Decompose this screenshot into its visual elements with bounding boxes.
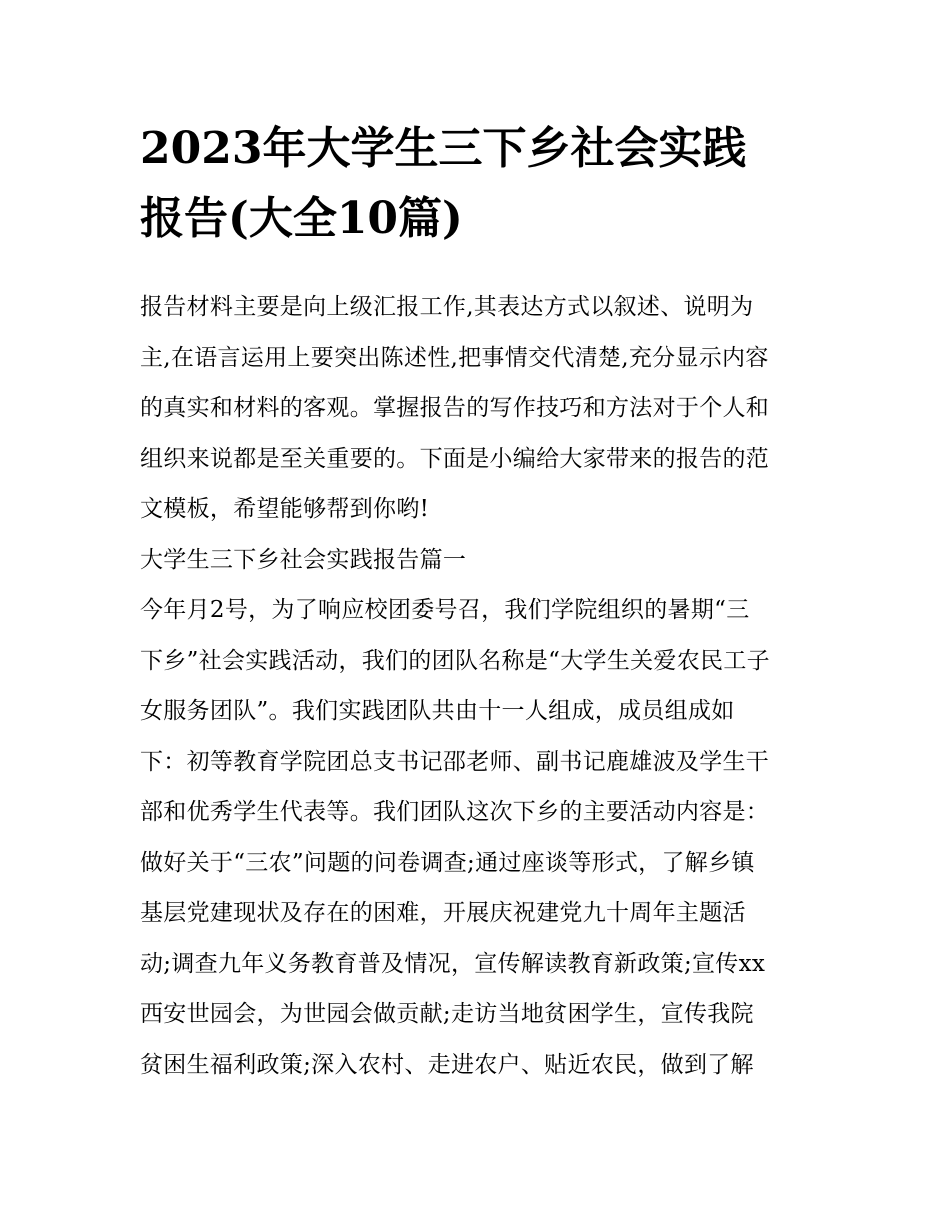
body-line-7: 今年月2号，为了响应校团委号召，我们学院组织的暑期“三 xyxy=(140,597,750,623)
body-line-16: 贫困生福利政策;深入农村、走进农户、贴近农民，做到了解 xyxy=(140,1051,754,1078)
body-line-5: 文模板，希望能够帮到你哟! xyxy=(140,496,430,522)
body-line-3: 的真实和材料的客观。掌握报告的写作技巧和方法对于个人和 xyxy=(140,395,770,421)
title-line-2: 报告(大全10篇) xyxy=(140,193,463,244)
body-line-15: 西安世园会，为世园会做贡献;走访当地贫困学生，宣传我院 xyxy=(140,1001,754,1027)
document-title xyxy=(140,114,820,254)
title-line-1: 2023年大学生三下乡社会实践 xyxy=(140,123,747,174)
body-line-13: 基层党建现状及存在的困难，开展庆祝建党九十周年主题活 xyxy=(140,900,746,926)
body-line-11: 部和优秀学生代表等。我们团队这次下乡的主要活动内容是： xyxy=(140,799,770,825)
body-line-8: 下乡”社会实践活动，我们的团队名称是“大学生关爱农民工子 xyxy=(140,647,770,674)
body-line-4: 组织来说都是至关重要的。下面是小编给大家带来的报告的范 xyxy=(140,445,770,472)
body-line-2: 主,在语言运用上要突出陈述性,把事情交代清楚,充分显示内容 xyxy=(140,344,769,371)
section-heading: 大学生三下乡社会实践报告篇一 xyxy=(140,546,467,573)
body-line-1: 报告材料主要是向上级汇报工作,其表达方式以叙述、说明为 xyxy=(140,294,754,320)
body-line-9: 女服务团队”。我们实践团队共由十一人组成，成员组成如 xyxy=(140,698,735,724)
body-line-12: 做好关于“三农”问题的问卷调查;通过座谈等形式，了解乡镇 xyxy=(140,849,755,876)
body-line-14: 动;调查九年义务教育普及情况，宣传解读教育新政策;宣传xx xyxy=(140,950,766,977)
body-line-10: 下：初等教育学院团总支书记邵老师、副书记鹿雄波及学生干 xyxy=(140,748,770,775)
document-body xyxy=(140,282,820,1090)
